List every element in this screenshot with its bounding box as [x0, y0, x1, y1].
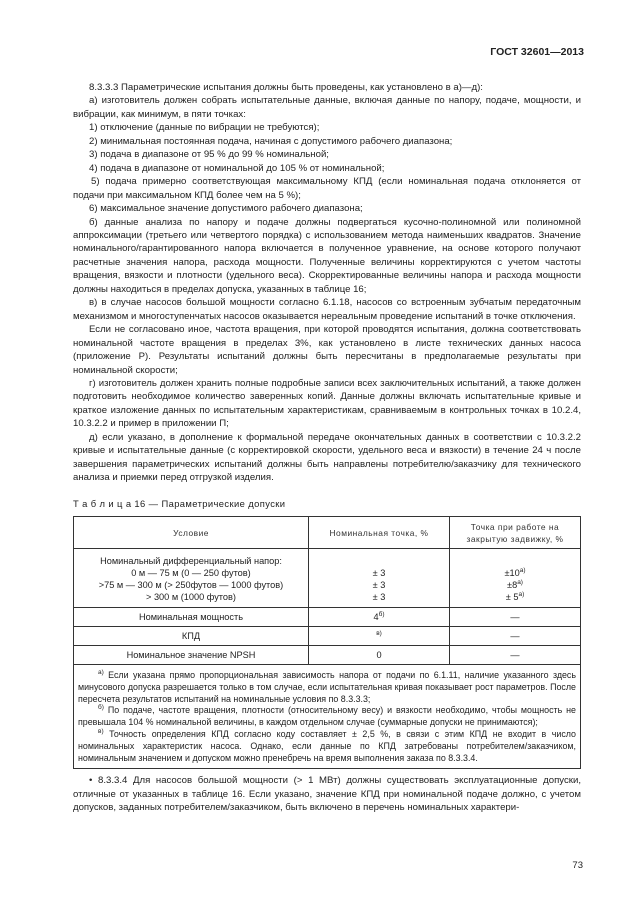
tolerance-table: [73, 516, 581, 769]
cell-line: ± 3: [372, 580, 386, 591]
cell-line: $\pm 10^{а)}$: [504, 566, 526, 579]
list-item: 5) подача примерно соответствующая максимальному КПД (если номинальная подача отклоняется от подачи при максимальном КПД более чем на 5 %);: [73, 176, 581, 201]
standard-header: ГОСТ 32601—2013: [490, 46, 584, 58]
cell-line: ± 3: [372, 592, 386, 603]
table-cell: [74, 549, 309, 608]
column-header: Условие: [74, 517, 309, 549]
column-header: Точка при работе на закрытую задвижку, %: [450, 517, 581, 549]
table-row: [74, 627, 581, 646]
table-note: $^{в)}$ Точность определения КПД согласно коду составляет ± 2,5 %, в связи с этим КПД не входит в число номинальных характеристик насоса. Однако, если данные по КПД затребованы потребителем/заказчиком, номинальным значением и допуском можно пренебречь на время выполнения заказа по 8.3.3.4.: [78, 728, 576, 763]
cell-line: 0 м — 75 м (0 — 250 футов): [131, 568, 251, 579]
table-cell: —: [450, 646, 581, 665]
list-item: 1) отключение (данные по вибрации не требуются);: [89, 122, 320, 134]
footnote-mark: в): [376, 629, 382, 637]
list-item: 6) максимальное значение допустимого рабочего диапазона;: [89, 203, 363, 215]
footnote-mark: б): [98, 704, 104, 712]
list-item: 2) минимальная постоянная подача, начиная с допустимого рабочего диапазона;: [89, 135, 453, 147]
table-cell: [309, 627, 450, 646]
cell-line: ± $5^{а)}$: [505, 590, 525, 603]
table-notes-row: [74, 665, 581, 769]
footnote-mark: б): [378, 610, 385, 618]
table-cell: [309, 549, 450, 608]
footnote-mark: а): [518, 590, 525, 598]
table-cell: —: [450, 627, 581, 646]
paragraph: • 8.3.3.4 Для насосов большой мощности (> 1 МВт) должны существовать эксплуатационные допуски, отличные от указанных в таблице 16. Если указано, значение КПД при номинальной подаче должно, с учетом допусков, заданных потребителем/заказчиком, быть включено в перечень номинальных характери-: [73, 775, 581, 814]
table-note: $^{а)}$ Если указана прямо пропорциональная зависимость напора от подачи по 6.1.11, наличие указанного здесь минусового допуска разрешается только в том случае, если испытательная кривая показывает рост параметров. После пересчета результатов испытаний на номинальные условия по 8.3.3.3;: [78, 669, 576, 704]
paragraph: а) изготовитель должен собрать испытательные данные, включая данные по напору, подаче, мощности, и вибрации, как минимум, в пяти точках:: [73, 95, 581, 120]
table-cell: Номинальная мощность: [74, 608, 309, 627]
column-header: Номинальная точка, %: [309, 517, 450, 549]
paragraph: г) изготовитель должен хранить полные подробные записи всех заключительных испытаний, а также должен подготовить необходимое количество заверенных копий. Данные должны включать испытательные кривые и краткое изложение данных по испытательным характеристикам, сравниваемым в контрольных точках в 10.2.4, 10.3.2.2 и пример в приложении П;: [73, 377, 581, 430]
cell-line: > 300 м (1000 футов): [146, 592, 236, 603]
footnote-mark: в): [98, 728, 104, 736]
table-cell: $4^{б)}$: [309, 608, 450, 627]
table-row: [74, 549, 581, 608]
table-cell: Номинальное значение NPSH: [74, 646, 309, 665]
table-cell: 0: [309, 646, 450, 665]
cell-line: ± 3: [372, 568, 386, 579]
table-cell: КПД: [74, 627, 309, 646]
footnote-mark: а): [519, 566, 526, 574]
table-caption: Т а б л и ц а 16 — Параметрические допуски: [73, 497, 286, 509]
table-row: [74, 608, 581, 627]
paragraph: д) если указано, в дополнение к формальной передаче окончательных данных в соответствии с 10.3.2.2 кривые и испытательные данные (с корректировкой скорости, удельного веса и вязкости) в течение 24 ч после завершения параметрических испытаний должны быть направлены потребителю/заказчику для технического анализа и приемки перед отгрузкой изделия.: [73, 431, 581, 484]
paragraph: б) данные анализа по напору и подаче должны подвергаться кусочно-полиномной или полиномной аппроксимации (третьего или четвертого порядка) с использованием метода наименьших квадратов. Значение номинального/гарантированного напора включается в полученное уравнение, на основе которого получают расчетные значения напора, расхода мощности. Полученные величины корректируются с учетом частоты вращения, вязкости и плотности (удельного веса). Скорректированные величины напора и расхода мощности должны находиться в пределах допуска, указанных в таблице 16;: [73, 216, 581, 295]
list-item: 3) подача в диапазоне от 95 % до 99 % номинальной;: [89, 149, 329, 161]
table-row: [74, 646, 581, 665]
page-number: 73: [572, 860, 583, 871]
cell-line: $\pm 8^{а)}$: [507, 578, 523, 591]
paragraph: Если не согласовано иное, частота вращения, при которой проводятся испытания, должна соответствовать номинальной частоте вращения в пределах 3%, как установлено в листе технических данных насоса (приложение Р). Результаты испытаний должны быть пересчитаны в предполагаемые результаты при номинальной скорости;: [73, 324, 581, 376]
cell-line: >75 м — 300 м (> 250футов — 1000 футов): [98, 580, 284, 591]
table-cell: —: [450, 608, 581, 627]
footnote-mark: а): [98, 669, 104, 677]
document-body: [73, 81, 581, 815]
table-cell: [450, 549, 581, 608]
paragraph: 8.3.3.3 Параметрические испытания должны быть проведены, как установлено в а)—д):: [89, 82, 483, 93]
table-notes: [74, 665, 581, 769]
paragraph: в) в случае насосов большой мощности согласно 6.1.18, насосов со встроенным зубчатым передаточным механизмом и многоступенчатых насосов оказывается нереальным проведение испытаний в точке отключения.: [73, 297, 581, 322]
list-item: 4) подача в диапазоне от номинальной до 105 % от номинальной;: [89, 162, 385, 174]
footnote-mark: а): [517, 578, 523, 586]
cell-line: Номинальный дифференциальный напор:: [100, 556, 282, 567]
table-note: $^{б)}$ По подаче, частоте вращения, плотности (относительному весу) и вязкости необходимо, чтобы мощность не превышала 104 % номинальной величины, в каждом отдельном случае (суммарные допуски не принимаются);: [78, 704, 576, 728]
